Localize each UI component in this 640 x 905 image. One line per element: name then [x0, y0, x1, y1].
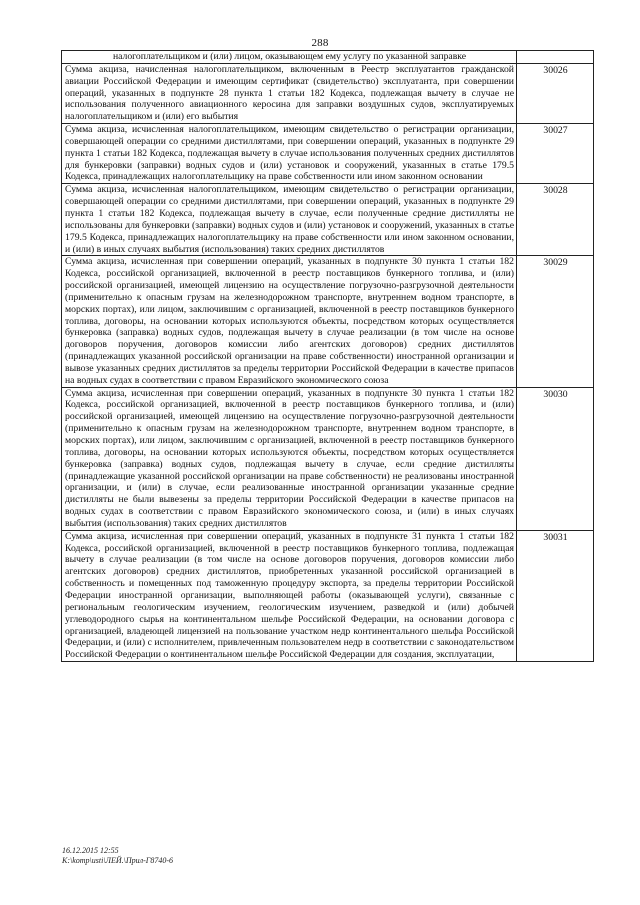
excise-codes-table	[61, 50, 594, 662]
table-row	[62, 256, 594, 387]
table-row	[62, 124, 594, 184]
table-row	[62, 530, 594, 661]
row-description: Сумма акциза, исчисленная при совершении операций, указанных в подпункте 30 пункта 1 статьи 182 Кодекса, российской организацией, включенной в реестр поставщиков бункерного топлива, и (или) российской организацией, имеющей лицензию на осуществление погрузочно-разгрузочной деятельности (применительно к опасным грузам на железнодорожном транспорте, внутреннем водном транспорте, в морских портах), или лицом, заключившим с организацией, включенной в реестр поставщиков бункерного топлива, договоры, на основании которых используются объекты, посредством которых осуществляется бункеровка (заправка) водных судов, подлежащая вычету в случае, если средние дистилляты (принадлежащие указанной российской организации на праве собственности) не реализованы иностранной организации, и (или) в случае, если реализованные иностранной организации указанные средние дистилляты не были вывезены за пределы территории Российской Федерации в качестве припасов на водных судах в соответствии с правом Евразийского экономического союза, и (или) в иных случаях выбытия (использования) таких средних дистиллятов	[62, 387, 517, 530]
document-footer	[62, 846, 173, 865]
continuation-text: налогоплательщиком и (или) лицом, оказывающем ему услугу по указанной заправке	[62, 51, 517, 64]
table-row	[62, 387, 594, 530]
footer-file-path: K:\komp\usti\ЛЕЙ.\Прил-Г8740-6	[62, 855, 174, 865]
row-description: Сумма акциза, исчисленная при совершении операций, указанных в подпункте 31 пункта 1 статьи 182 Кодекса, российской организацией, включенной в реестр поставщиков бункерного топлива, подлежащая вычету в случае реализации (в том числе на основе договоров поручения, договоров комиссии либо агентских договоров) средних дистиллятов, приобретенных указанной российской организацией в собственность и помещенных под таможенную процедуру экспорта, за пределы территории Российской Федерации иностранной организации, выполняющей работы (оказывающей услуги), связанные с региональным геологическим изучением, геологическим изучением, разведкой и (или) добычей углеводородного сырья на континентальном шельфе Российской Федерации, на основании договора с организацией, владеющей лицензией на пользование участком недр континентального шельфа Российской Федерации, и (или) с исполнителем, привлеченным пользователем недр в соответствии с законодательством Российской Федерации о континентальном шельфе Российской Федерации для создания, эксплуатации,	[62, 530, 517, 661]
row-description: Сумма акциза, исчисленная налогоплательщиком, имеющим свидетельство о регистрации организации, совершающей операции со средними дистиллятами, при совершении операций, указанных в подпункте 29 пункта 1 статьи 182 Кодекса, подлежащая вычету в случае использования полученных средних дистиллятов для бункеровки (заправки) водных судов и (или) установок и сооружений, указанных в статье 179.5 Кодекса, принадлежащих налогоплательщику на праве собственности или ином законном основании	[62, 124, 517, 184]
row-code: 30031	[517, 530, 594, 661]
row-code: 30028	[517, 184, 594, 256]
table-row	[62, 184, 594, 256]
row-code: 30027	[517, 124, 594, 184]
empty-code-cell	[517, 51, 594, 64]
table-row	[62, 63, 594, 123]
footer-date: 16.12.2015 12:55	[62, 846, 119, 855]
row-code: 30026	[517, 63, 594, 123]
table-row	[62, 51, 594, 64]
row-description: Сумма акциза, исчисленная при совершении операций, указанных в подпункте 30 пункта 1 статьи 182 Кодекса, российской организацией, включенной в реестр поставщиков бункерного топлива, и (или) российской организацией, имеющей лицензию на осуществление погрузочно-разгрузочной деятельности (применительно к опасным грузам на железнодорожном транспорте, внутреннем водном транспорте, в морских портах), или лицом, заключившим с организацией, включенной в реестр поставщиков бункерного топлива, договоры, на основании которых используются объекты, посредством которых осуществляется бункеровка (заправка) водных судов, подлежащая вычету в случае реализации (в том числе на основе договоров поручения, договоров комиссии либо агентских договоров) средних дистиллятов (принадлежащих указанной российской организации на праве собственности) иностранной организации и вывозе указанных средних дистиллятов за пределы территории Российской Федерации в качестве припасов на водных судах в соответствии с правом Евразийского экономического союза	[62, 256, 517, 387]
row-description: Сумма акциза, начисленная налогоплательщиком, включенным в Реестр эксплуатантов гражданской авиации Российской Федерации и имеющим сертификат (свидетельство) эксплуатанта, при совершении операций, указанных в подпункте 28 пункта 1 статьи 182 Кодекса, подлежащая вычету в случае не использования полученного авиационного керосина для заправки воздушных судов, эксплуатируемых налогоплательщиком и (или) его выбытия	[62, 63, 517, 123]
page-number: 288	[311, 37, 329, 49]
row-description: Сумма акциза, исчисленная налогоплательщиком, имеющим свидетельство о регистрации организации, совершающей операции со средними дистиллятами, при совершении операций, указанных в подпункте 29 пункта 1 статьи 182 Кодекса, подлежащая вычету в случае, если полученные средние дистилляты не использованы для бункеровки (заправки) водных судов и (или) установок и сооружений, указанных в статье 179.5 Кодекса, принадлежащих налогоплательщику на праве собственности или ином законном основании, и (или) в иных случаях выбытия (использования) таких средних дистиллятов	[62, 184, 517, 256]
row-code: 30030	[517, 387, 594, 530]
row-code: 30029	[517, 256, 594, 387]
